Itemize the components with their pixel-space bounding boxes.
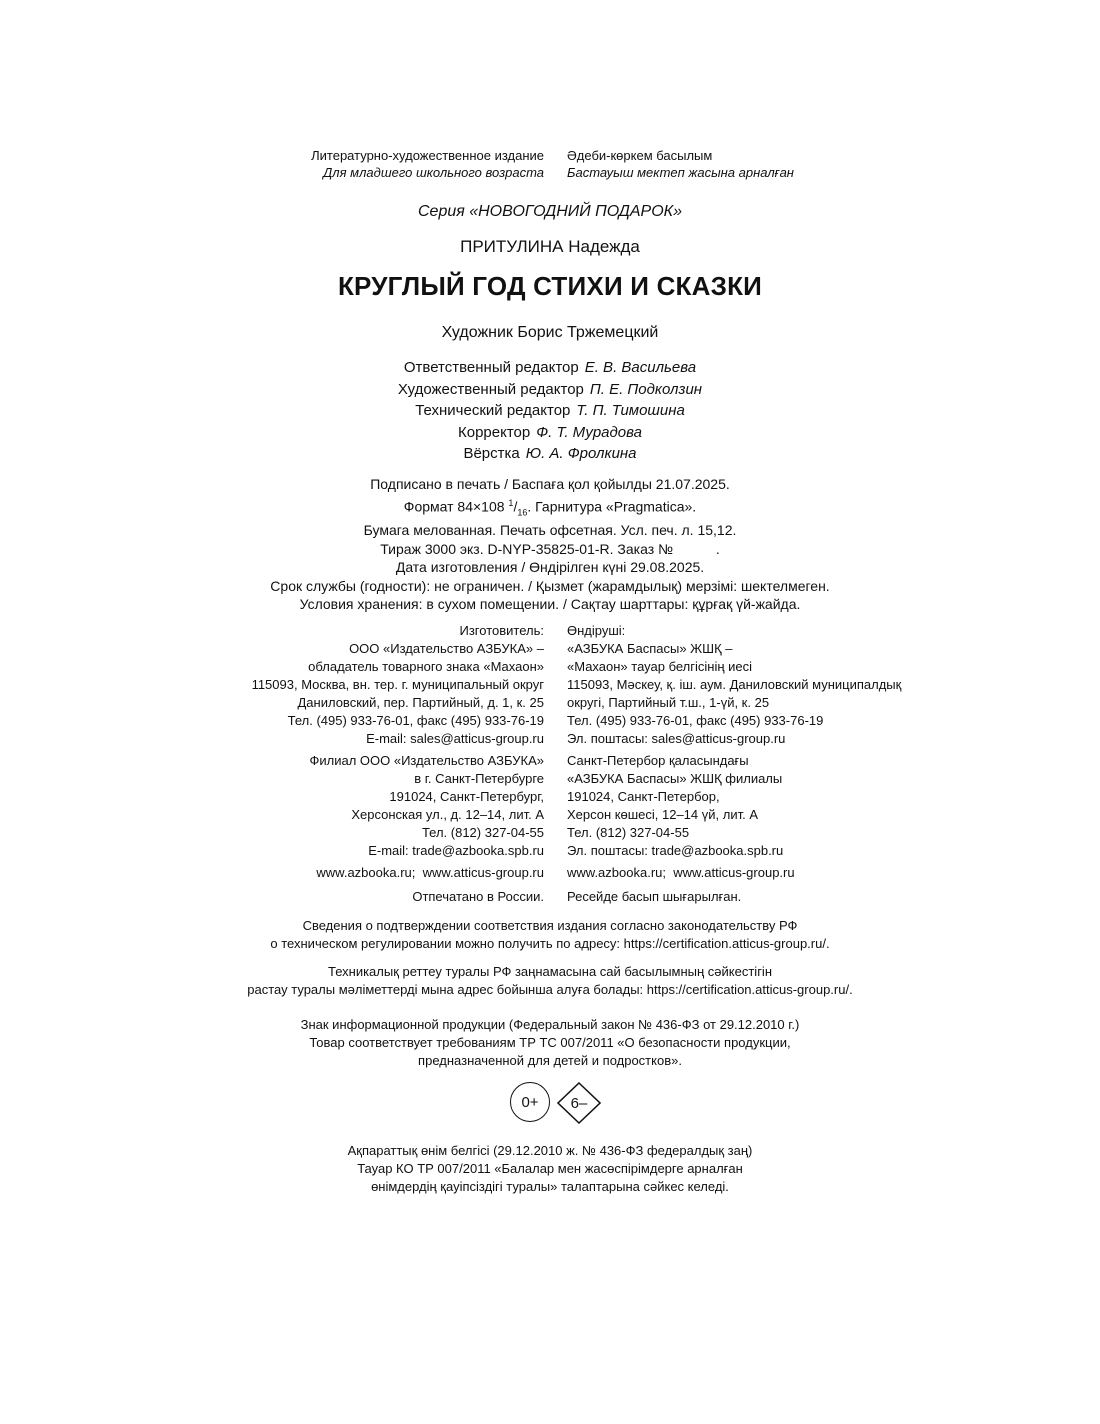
address-line: 191024, Санкт-Петербург, [389,789,544,804]
credit-line [0,400,1100,422]
series-name: Серия «НОВОГОДНИЙ ПОДАРОК» [417,203,682,220]
address-line: «АЗБУКА Баспасы» ЖШҚ – [567,641,733,656]
note-line: Ақпараттық өнім белгісі (29.12.2010 ж. № 436-ФЗ федералдық заң) [347,1143,753,1158]
paper-line: Бумага мелованная. Печать офсетная. Усл. печ. л. 15,12. [363,522,737,539]
address-line: Херсонская ул., д. 12–14, лит. А [351,807,544,822]
address-line: Санкт-Петербор қаласындағы [567,753,749,768]
age-group-ru: Для младшего школьного возраста [323,165,544,180]
age-rating-label: 0+ [521,1093,539,1111]
note-line: о техническом регулировании можно получить по адресу: https://certification.atticus-group.ru/. [270,936,830,951]
note-line: Знак информационной продукции (Федеральный закон № 436-ФЗ от 29.12.2010 г.) [300,1017,800,1032]
printed-in-ru: Отпечатано в России. [412,889,544,904]
format-denominator: 16 [517,506,528,517]
credit-line [0,443,1100,465]
age-rating-circle-icon [510,1082,550,1122]
format-line [0,494,1100,522]
email-line: E-mail: sales@atticus-group.ru [366,731,544,746]
note-line: предназначенной для детей и подростков». [418,1053,682,1068]
edition-type-ru: Литературно-художественное издание [311,148,544,163]
address-line: Изготовитель: [459,623,544,638]
credit-role: Художественный редактор [397,380,584,398]
credit-name: П. Е. Подколзин [589,380,703,398]
credit-name: Ф. Т. Мурадова [536,423,642,441]
email-line: E-mail: trade@azbooka.spb.ru [368,843,544,858]
shelf-life: Срок службы (годности): не ограничен. / Қызмет (жарамдылық) мерзімі: шектелмеген. [270,577,830,594]
address-line: Тел. (495) 933-76-01, факс (495) 933-76-19 [567,713,824,728]
imprint-block [0,475,1100,614]
format-numerator: 1 [508,497,514,508]
note-line: өнімдердің қауіпсіздігі туралы» талаптарына сәйкес келеді. [371,1179,729,1194]
edition-type-kz: Әдеби-көркем басылым [567,148,713,163]
storage-conditions: Условия хранения: в сухом помещении. / Сақтау шарттары: құрғақ үй-жайда. [299,596,801,613]
note-line: Техникалық реттеу туралы РФ заңнамасына сай басылымның сәйкестігін [327,964,772,979]
address-line: Өндіруші: [567,623,626,638]
address-line: в г. Санкт-Петербурге [414,771,544,786]
note-line: Тауар КО ТР 007/2011 «Балалар мен жасөспірімдерге арналған [357,1161,743,1176]
address-line: Тел. (812) 327-04-55 [421,825,544,840]
address-line: Тел. (495) 933-76-01, факс (495) 933-76-19 [287,713,544,728]
address-line: 191024, Санкт-Петербор, [567,789,720,804]
manufacturer-kz [567,622,901,748]
edition-header-kz [567,147,794,181]
websites-kz: www.azbooka.ru; www.atticus-group.ru [567,865,795,880]
address-line: «Махаон» тауар белгісінің иесі [567,659,753,674]
age-limit-diamond-icon [557,1082,601,1124]
branch-kz [567,752,783,860]
credit-role: Вёрстка [463,445,520,462]
format-prefix: Формат 84×108 [403,498,509,515]
age-badges [510,1082,605,1126]
credit-line [0,357,1100,379]
age-group-kz: Бастауыш мектеп жасына арналған [567,165,794,180]
manufacturer-ru [252,622,544,748]
signed-date: Подписано в печать / Баспаға қол қойылды 21.07.2025. [370,476,730,492]
credit-role: Корректор [458,423,531,441]
address-line: Даниловский, пер. Партийный, д. 1, к. 25 [297,695,544,710]
branch-ru [309,752,544,860]
credit-line [0,379,1100,401]
email-line: Эл. поштасы: trade@azbooka.spb.ru [567,843,784,858]
address-line: ООО «Издательство АЗБУКА» – [349,641,544,656]
websites-ru: www.azbooka.ru; www.atticus-group.ru [316,865,544,880]
info-mark-ru [0,1016,1100,1070]
address-line: Филиал ООО «Издательство АЗБУКА» [309,753,544,768]
certification-kz [0,963,1100,999]
artist-credit: Художник Борис Тржемецкий [441,324,659,341]
credit-name: Е. В. Васильева [584,359,697,376]
note-line: растау туралы мәліметтерді мына адрес бойынша алуға болады: https://certification.atticus-group.ru/. [247,982,853,997]
certification-ru [0,917,1100,953]
manufacture-date: Дата изготовления / Өндірілген күні 29.08.2025. [395,559,705,576]
credit-role: Технический редактор [415,402,571,419]
format-slash: / [513,498,518,515]
address-line: «АЗБУКА Баспасы» ЖШҚ филиалы [567,771,783,786]
address-line: 115093, Мәскеу, қ. іш. аум. Даниловский муниципалдық [567,677,902,692]
address-line: 115093, Москва, вн. тер. г. муниципальный округ [251,677,544,692]
print-run-line: Тираж 3000 экз. D-NYP-35825-01-R. Заказ № . [380,540,720,557]
credit-name: Ю. А. Фролкина [525,445,637,462]
author-name: ПРИТУЛИНА Надежда [460,237,640,256]
book-title: КРУГЛЫЙ ГОД СТИХИ И СКАЗКИ [337,271,763,301]
info-mark-kz [0,1142,1100,1196]
address-line: Херсон көшесі, 12–14 үй, лит. А [567,807,758,822]
address-line: Тел. (812) 327-04-55 [567,825,690,840]
editorial-credits [0,357,1100,465]
age-limit-label: 6– [570,1094,588,1112]
printed-in-kz: Ресейде басып шығарылған. [567,889,742,904]
format-suffix: . Гарнитура «Pragmatica». [527,498,697,515]
credit-line [0,422,1100,444]
address-line: обладатель товарного знака «Махаон» [308,659,544,674]
edition-header-ru [311,147,544,181]
address-line: округі, Партийный т.ш., 1-үй, к. 25 [567,695,770,710]
email-line: Эл. поштасы: sales@atticus-group.ru [567,731,786,746]
note-line: Сведения о подтверждении соответствия издания согласно законодательству РФ [302,918,798,933]
note-line: Товар соответствует требованиям ТР ТС 007/2011 «О безопасности продукции, [309,1035,791,1050]
credit-role: Ответственный редактор [403,359,579,376]
credit-name: Т. П. Тимошина [576,402,685,419]
